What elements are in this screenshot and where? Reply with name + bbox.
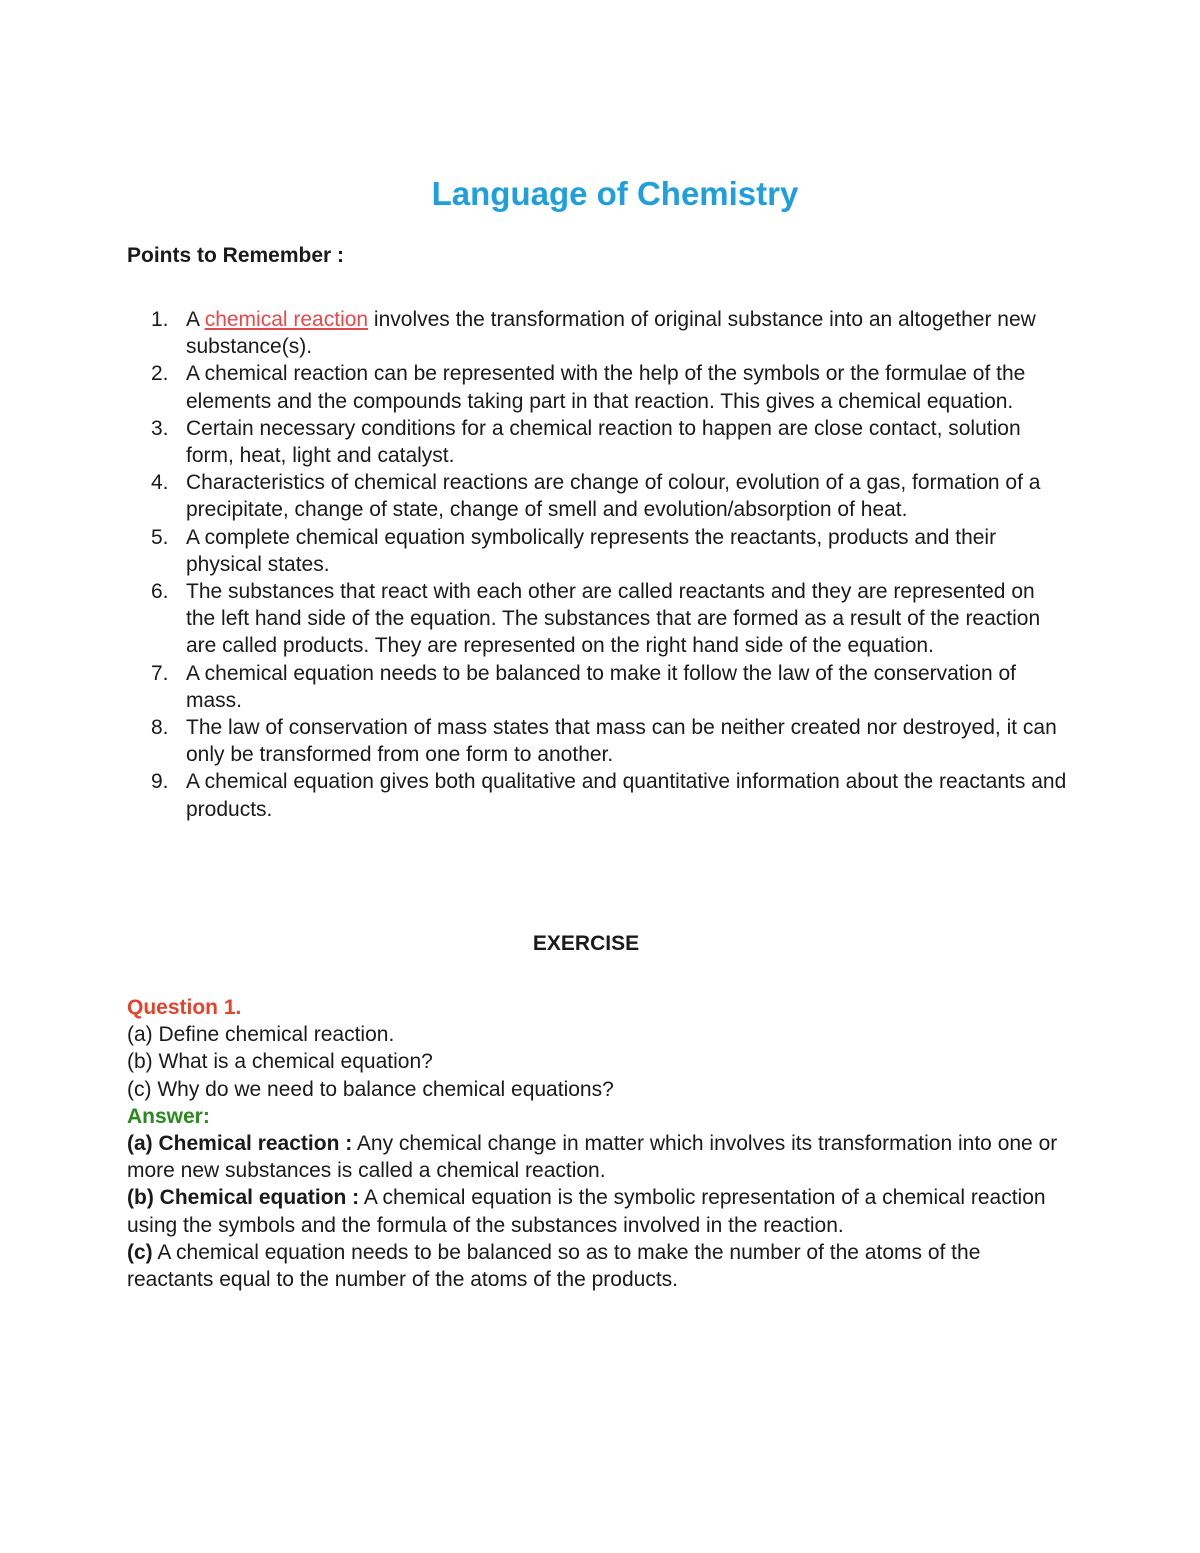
list-item (127, 524, 1067, 578)
exercise-heading: EXERCISE (532, 932, 640, 955)
answer-label: Answer: (127, 1104, 210, 1128)
list-number: 3. (151, 416, 169, 440)
list-text-post: involves the transformation of original substance into an altogether new substance(s). (186, 308, 1036, 359)
list-text: The law of conservation of mass states that mass can be neither created nor destroyed, it can only be transformed from one form to another. (186, 716, 1057, 767)
answer-part-a-heading: (a) Chemical reaction : (127, 1132, 353, 1156)
answer-part-a (127, 1130, 1067, 1184)
chemical-reaction-link[interactable]: chemical reaction (204, 308, 369, 331)
list-item (127, 469, 1067, 523)
list-item (127, 578, 1067, 660)
list-text: A chemical reaction can be represented with the help of the symbols or the formulae of the elements and the compounds taking part in that reaction. This gives a chemical equation. (186, 362, 1026, 413)
list-number: 2. (151, 362, 169, 386)
list-item (127, 768, 1067, 822)
list-item (127, 415, 1067, 469)
list-item (127, 660, 1067, 714)
answer-part-b-text: A chemical equation is the symbolic representation of a chemical reaction using the symbols and the formula of the substances involved in the reaction. (127, 1186, 1046, 1237)
list-number: 4. (151, 471, 169, 495)
list-text: A complete chemical equation symbolically represents the reactants, products and their physical states. (186, 525, 997, 576)
list-number: 5. (151, 525, 169, 549)
question-part-c: (c) Why do we need to balance chemical equations? (127, 1077, 614, 1101)
answer-part-c-heading: (c) (127, 1240, 153, 1264)
question-label: Question 1. (127, 996, 242, 1019)
list-item (127, 360, 1067, 414)
question-part-a: (a) Define chemical reaction. (127, 1023, 395, 1047)
answer-part-b (127, 1184, 1067, 1238)
list-text-pre: A (186, 308, 205, 331)
list-number: 7. (151, 661, 169, 685)
list-text: A chemical equation gives both qualitative and quantitative information about the reactants and products. (186, 770, 1067, 821)
question-answer-block (127, 994, 1067, 1293)
list-number: 9. (151, 770, 169, 794)
list-text: The substances that react with each other are called reactants and they are represented on the left hand side of the equation. The substances that are formed as a result of the reaction are called products. They are represented on the right hand side of the equation. (186, 580, 1041, 658)
answer-part-b-heading: (b) Chemical equation : (127, 1186, 360, 1210)
answer-part-c (127, 1239, 1067, 1293)
list-item (127, 714, 1067, 768)
list-text: Characteristics of chemical reactions are change of colour, evolution of a gas, formation of a precipitate, change of state, change of smell and evolution/absorption of heat. (186, 471, 1041, 522)
list-number: 6. (151, 580, 169, 604)
points-list (127, 306, 1067, 823)
answer-part-a-text: Any chemical change in matter which involves its transformation into one or more new substances is called a chemical reaction. (127, 1132, 1058, 1183)
list-number: 1. (151, 308, 169, 331)
question-part-b: (b) What is a chemical equation? (127, 1050, 433, 1074)
points-heading: Points to Remember : (127, 244, 345, 267)
answer-part-c-text: A chemical equation needs to be balanced so as to make the number of the atoms of the reactants equal to the number of the atoms of the products. (127, 1240, 981, 1292)
list-number: 8. (151, 716, 169, 740)
list-text: Certain necessary conditions for a chemical reaction to happen are close contact, solution form, heat, light and catalyst. (186, 416, 1021, 468)
list-text: A chemical equation needs to be balanced to make it follow the law of the conservation of mass. (186, 661, 1017, 712)
page-title: Language of Chemistry (431, 175, 799, 212)
list-item (127, 306, 1067, 360)
